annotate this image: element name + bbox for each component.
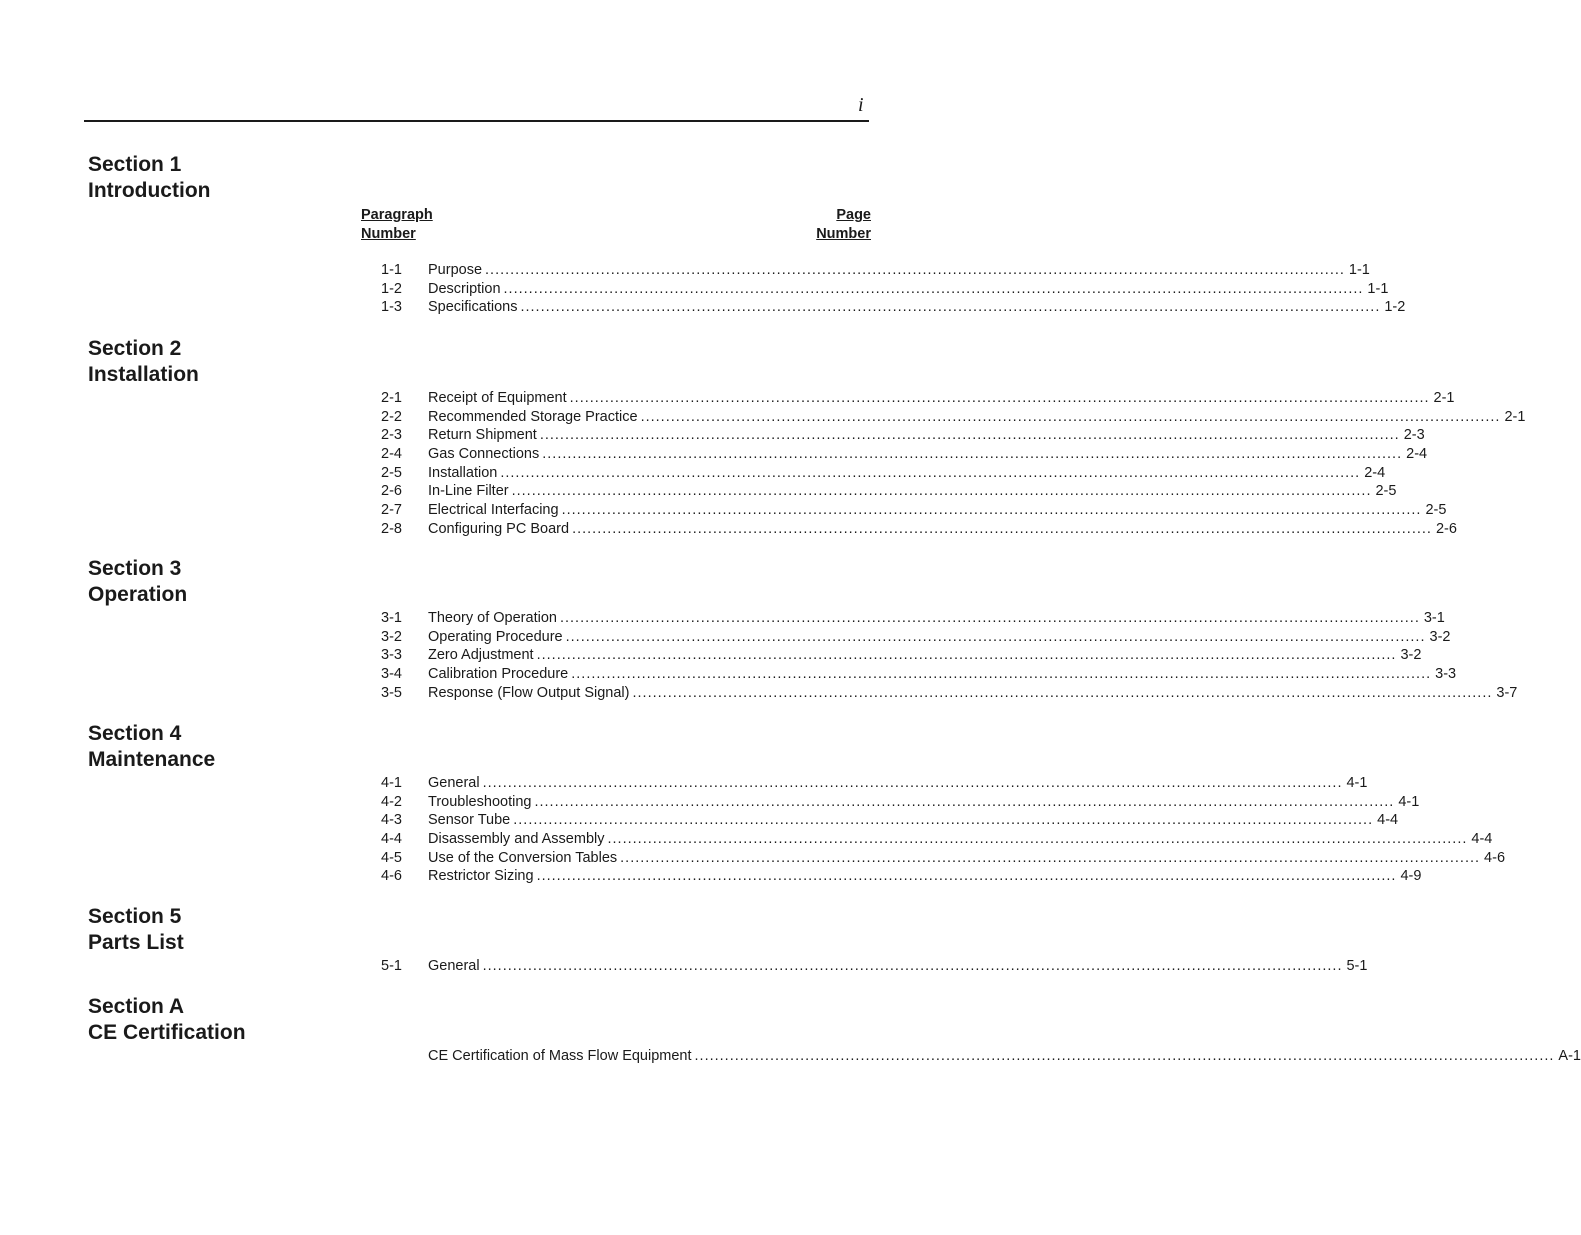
paragraph-header-line2: Number [361, 226, 416, 242]
section-a-entries [381, 1047, 1581, 1066]
paragraph-number: 2-1 [381, 390, 402, 406]
paragraph-number: 3-5 [381, 684, 402, 701]
paragraph-number: 5-1 [381, 958, 402, 974]
dot-leader: ........................................................................................................................................................................... [607, 831, 1468, 848]
header-rule [84, 120, 869, 122]
dot-leader: ........................................................................................................................................................................... [640, 408, 1501, 425]
toc-entry [381, 957, 1368, 976]
dot-leader: ........................................................................................................................................................................... [536, 647, 1397, 664]
dot-leader: ........................................................................................................................................................................... [620, 849, 1481, 866]
dot-leader: ........................................................................................................................................................................... [534, 793, 1395, 810]
entry-title: Return Shipment [428, 427, 537, 444]
entry-title: Restrictor Sizing [428, 868, 534, 885]
entry-title: Operating Procedure [428, 628, 563, 645]
toc-entry [381, 408, 1526, 427]
dot-leader: ........................................................................................................................................................................... [482, 775, 1343, 791]
toc-entry [381, 389, 1455, 408]
section-title: CE Certification [88, 1021, 246, 1044]
dot-leader: ........................................................................................................................................................................... [482, 958, 1343, 974]
toc-entry [381, 774, 1368, 793]
entry-line [428, 464, 1386, 483]
dot-leader: ........................................................................................................................................................................... [569, 390, 1430, 406]
entry-title: Specifications [428, 299, 518, 316]
entry-title: Configuring PC Board [428, 520, 570, 537]
toc-entry [381, 849, 1506, 868]
dot-leader: ........................................................................................................................................................................... [542, 446, 1403, 463]
dot-leader: ........................................................................................................................................................................... [520, 299, 1381, 316]
toc-entry [381, 1047, 1581, 1066]
entry-title: Use of the Conversion Tables [428, 849, 618, 866]
paragraph-number: 4-6 [381, 868, 402, 885]
entry-line [428, 426, 1425, 445]
section-title: Maintenance [88, 748, 216, 771]
entry-line [428, 957, 1368, 976]
entry-title: Disassembly and Assembly [428, 831, 605, 848]
entry-line [428, 298, 1406, 317]
dot-leader: ........................................................................................................................................................................... [500, 464, 1361, 481]
paragraph-number: 4-2 [381, 793, 402, 810]
entry-line [428, 830, 1493, 849]
page-ref: 3-2 [1429, 628, 1451, 645]
entry-title: Description [428, 280, 501, 297]
entry-line [428, 520, 1457, 539]
section-title: Parts List [88, 931, 184, 954]
paragraph-number: 4-5 [381, 849, 402, 866]
page-ref: 4-1 [1398, 793, 1420, 810]
toc-entry [381, 665, 1457, 684]
entry-line [428, 445, 1428, 464]
toc-entry [381, 811, 1399, 830]
paragraph-number: 1-1 [381, 262, 402, 278]
paragraph-number: 1-2 [381, 280, 402, 297]
page-ref: 4-9 [1400, 868, 1422, 885]
dot-leader: ........................................................................................................................................................................... [511, 483, 1372, 500]
entry-line [428, 628, 1451, 647]
section-5-entries [381, 957, 1368, 976]
section-3-entries [381, 609, 1518, 702]
section-label: Section 5 [88, 905, 182, 928]
toc-entry [381, 261, 1370, 280]
section-title: Introduction [88, 179, 211, 202]
toc-entry [381, 426, 1425, 445]
page-number: i [858, 94, 864, 116]
page-ref: 2-3 [1403, 427, 1425, 444]
page-ref: 3-2 [1400, 647, 1422, 664]
section-5-heading [88, 904, 184, 956]
paragraph-number: 2-4 [381, 446, 402, 463]
dot-leader: ........................................................................................................................................................................... [565, 628, 1426, 645]
paragraph-number: 2-5 [381, 464, 402, 481]
page-ref: 2-6 [1435, 520, 1457, 537]
dot-leader: ........................................................................................................................................................................... [561, 502, 1422, 519]
page-ref: 4-4 [1377, 812, 1399, 829]
entry-line [428, 280, 1389, 299]
page-ref: 3-3 [1435, 666, 1457, 683]
toc-entry [381, 298, 1406, 317]
toc-entry [381, 793, 1420, 812]
toc-entry [381, 628, 1451, 647]
entry-title: Gas Connections [428, 446, 540, 463]
dot-leader: ........................................................................................................................................................................... [694, 1048, 1555, 1064]
entry-line [428, 867, 1422, 886]
toc-entry [381, 646, 1422, 665]
section-1-heading [88, 152, 210, 204]
page-ref: A-1 [1558, 1048, 1581, 1064]
section-label: Section 1 [88, 153, 182, 176]
page-ref: 1-1 [1367, 280, 1389, 297]
page-ref: 3-1 [1423, 610, 1445, 626]
dot-leader: ........................................................................................................................................................................... [559, 610, 1420, 626]
section-label: Section A [88, 995, 185, 1018]
paragraph-header-line1: Paragraph [361, 207, 433, 223]
paragraph-number-header [361, 206, 433, 244]
toc-entry [381, 830, 1493, 849]
entry-line [428, 408, 1526, 427]
section-title: Installation [88, 363, 199, 386]
section-label: Section 4 [88, 722, 182, 745]
page-number-header [780, 206, 871, 244]
entry-line [428, 609, 1445, 628]
entry-line [428, 261, 1370, 280]
entry-title: Zero Adjustment [428, 647, 534, 664]
section-label: Section 2 [88, 337, 182, 360]
page-ref: 1-2 [1384, 299, 1406, 316]
entry-title: General [428, 958, 480, 974]
page-ref: 2-4 [1364, 464, 1386, 481]
toc-entry [381, 609, 1445, 628]
paragraph-number: 2-6 [381, 483, 402, 500]
page-ref: 2-1 [1504, 408, 1526, 425]
paragraph-number: 4-3 [381, 812, 402, 829]
entry-title: Receipt of Equipment [428, 390, 567, 406]
page-ref: 2-5 [1375, 483, 1397, 500]
page-ref: 4-6 [1484, 849, 1506, 866]
section-4-heading [88, 721, 215, 773]
entry-line [428, 811, 1399, 830]
paragraph-number: 3-2 [381, 628, 402, 645]
toc-entry [381, 867, 1422, 886]
dot-leader: ........................................................................................................................................................................... [503, 280, 1364, 297]
entry-title: Calibration Procedure [428, 666, 569, 683]
dot-leader: ........................................................................................................................................................................... [539, 427, 1400, 444]
entry-line [428, 389, 1455, 408]
paragraph-number: 2-7 [381, 502, 402, 519]
entry-title: Purpose [428, 262, 483, 278]
entry-line [428, 1047, 1581, 1066]
page-ref: 1-1 [1348, 262, 1370, 278]
page-ref: 5-1 [1346, 958, 1368, 974]
dot-leader: ........................................................................................................................................................................... [513, 812, 1374, 829]
entry-title: General [428, 775, 480, 791]
section-a-heading [88, 994, 246, 1046]
section-3-heading [88, 556, 187, 608]
dot-leader: ........................................................................................................................................................................... [632, 684, 1493, 701]
paragraph-number: 1-3 [381, 299, 402, 316]
entry-title: In-Line Filter [428, 483, 509, 500]
paragraph-number: 2-8 [381, 520, 402, 537]
entry-line [428, 774, 1368, 793]
page-ref: 2-1 [1433, 390, 1455, 406]
toc-entry [381, 464, 1386, 483]
entry-title: Theory of Operation [428, 610, 557, 626]
entry-line [428, 482, 1397, 501]
paragraph-number: 2-3 [381, 427, 402, 444]
paragraph-number: 4-4 [381, 831, 402, 848]
toc-entry [381, 482, 1397, 501]
toc-entry [381, 280, 1389, 299]
page-ref: 2-5 [1425, 502, 1447, 519]
section-1-entries [381, 261, 1406, 317]
section-2-heading [88, 336, 199, 388]
entry-title: Sensor Tube [428, 812, 511, 829]
paragraph-number: 3-1 [381, 610, 402, 626]
section-title: Operation [88, 583, 188, 606]
section-label: Section 3 [88, 557, 182, 580]
dot-leader: ........................................................................................................................................................................... [571, 666, 1432, 683]
toc-entry [381, 684, 1518, 703]
dot-leader: ........................................................................................................................................................................... [485, 262, 1345, 278]
toc-entry [381, 520, 1457, 539]
page-header-line1: Page [836, 207, 871, 223]
page-ref: 4-4 [1471, 831, 1493, 848]
paragraph-number: 3-4 [381, 666, 402, 683]
entry-title: Recommended Storage Practice [428, 408, 638, 425]
paragraph-number: 3-3 [381, 647, 402, 664]
toc-entry [381, 501, 1447, 520]
toc-entry [381, 445, 1428, 464]
entry-title: Response (Flow Output Signal) [428, 684, 630, 701]
entry-line [428, 501, 1447, 520]
paragraph-number: 2-2 [381, 408, 402, 425]
entry-title: CE Certification of Mass Flow Equipment [428, 1048, 692, 1064]
section-4-entries [381, 774, 1506, 886]
entry-line [428, 849, 1506, 868]
page-header-line2: Number [816, 226, 871, 242]
page-ref: 3-7 [1496, 684, 1518, 701]
entry-line [428, 646, 1422, 665]
section-2-entries [381, 389, 1526, 539]
page-ref: 4-1 [1346, 775, 1368, 791]
entry-line [428, 793, 1420, 812]
entry-line [428, 684, 1518, 703]
entry-title: Electrical Interfacing [428, 502, 559, 519]
dot-leader: ........................................................................................................................................................................... [536, 868, 1397, 885]
entry-title: Troubleshooting [428, 793, 532, 810]
entry-title: Installation [428, 464, 498, 481]
paragraph-number: 4-1 [381, 775, 402, 791]
dot-leader: ........................................................................................................................................................................... [572, 520, 1432, 537]
page-ref: 2-4 [1406, 446, 1428, 463]
entry-line [428, 665, 1457, 684]
